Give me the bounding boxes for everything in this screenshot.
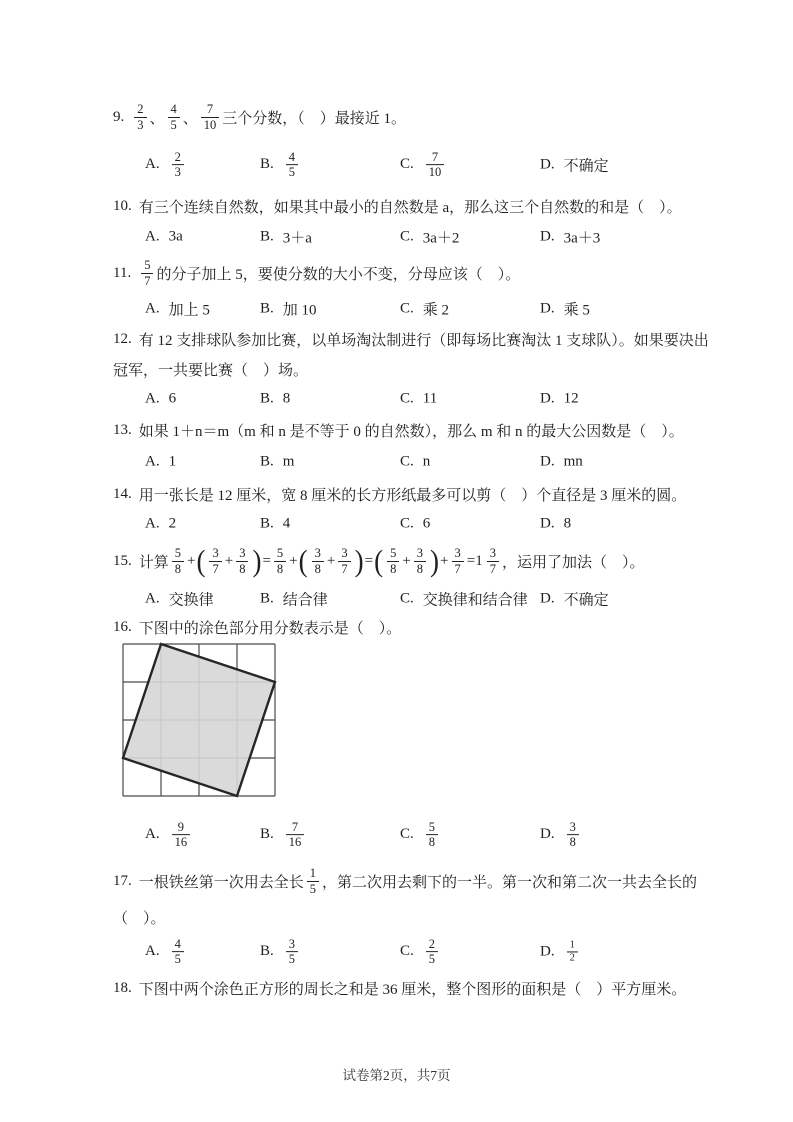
option-item-a <box>145 391 176 408</box>
mixed-number-whole: 1 <box>475 552 483 569</box>
fraction <box>307 866 319 896</box>
option-label: B. <box>260 228 274 245</box>
fraction-numerator: 5 <box>174 546 182 561</box>
text-run: m <box>282 453 295 470</box>
option-label: C. <box>400 228 414 245</box>
fraction-numerator: 3 <box>569 820 576 835</box>
fraction-denominator: 8 <box>426 835 438 850</box>
question-item-q15 <box>113 538 705 614</box>
option-label: C. <box>400 590 414 607</box>
question-number: 10. <box>113 197 132 214</box>
fraction <box>426 150 445 180</box>
fraction <box>168 102 180 132</box>
option-item-b <box>260 299 317 320</box>
text-run: 用一张长是 12 厘米，宽 8 厘米的长方形纸最多可以剪（ ）个直径是 3 厘米的圆。 <box>138 487 687 504</box>
question-stem-line <box>113 354 705 384</box>
fraction-denominator: 16 <box>286 835 305 850</box>
fraction-denominator: 5 <box>426 952 438 967</box>
question-stem-line <box>113 538 705 584</box>
text-run: （ ）。 <box>113 910 166 927</box>
option-label: B. <box>260 515 274 532</box>
fraction-denominator: 7 <box>209 561 221 576</box>
fraction <box>567 939 578 964</box>
question-stem-line <box>113 414 705 446</box>
option-label: C. <box>400 826 414 843</box>
option-label: C. <box>400 390 414 407</box>
question-item-q14 <box>113 478 705 538</box>
option-label: A. <box>145 228 160 245</box>
fraction-grid-figure <box>121 642 277 798</box>
exam-page-content <box>113 94 709 1003</box>
fraction-numerator: 5 <box>428 820 436 835</box>
big-paren: ( <box>298 543 308 578</box>
option-item-c <box>400 227 459 248</box>
fraction <box>141 258 153 288</box>
text-run: = <box>466 552 476 569</box>
fraction-numerator: 4 <box>288 150 296 165</box>
option-label: B. <box>260 826 274 843</box>
options-row <box>113 811 705 859</box>
text-run: + <box>187 552 196 569</box>
text-run: 如果 1＋n＝m（m 和 n 是不等于 0 的自然数），那么 m 和 n 的最大公因数是（ ）。 <box>138 423 684 440</box>
text-run: + <box>326 552 336 569</box>
question-stem-line <box>113 903 705 931</box>
fraction-denominator: 2 <box>567 952 578 965</box>
fraction <box>286 820 305 850</box>
question-number: 13. <box>113 421 132 438</box>
question-item-q12 <box>113 324 709 414</box>
fraction-denominator: 3 <box>134 117 146 132</box>
option-label: B. <box>260 300 274 317</box>
option-item-b <box>260 516 290 533</box>
question-stem-line <box>113 252 705 294</box>
fraction-numerator: 7 <box>291 820 299 835</box>
text-run: 不确定 <box>563 592 609 609</box>
text-run: 、 <box>149 110 165 127</box>
text-run: 11 <box>422 390 438 407</box>
option-item-d <box>540 299 590 320</box>
fraction-denominator: 8 <box>236 561 248 576</box>
big-paren: ( <box>196 543 206 578</box>
question-figure <box>121 642 705 803</box>
option-item-a <box>145 589 214 610</box>
mixed-number <box>475 546 502 576</box>
fraction-denominator: 5 <box>172 952 184 967</box>
question-stem-line <box>113 324 709 354</box>
option-label: A. <box>145 590 160 607</box>
text-run: 一根铁丝第一次用去全长 <box>138 874 304 891</box>
option-item-d <box>540 227 600 248</box>
option-label: A. <box>145 390 160 407</box>
option-item-b <box>260 937 301 967</box>
option-label: D. <box>540 590 555 607</box>
fraction <box>172 820 191 850</box>
text-run: 6 <box>168 390 177 407</box>
option-item-d <box>540 589 609 610</box>
text-run: 8 <box>563 515 572 532</box>
shaded-square-polygon <box>123 644 275 796</box>
options-row <box>113 931 705 973</box>
option-item-a <box>145 150 187 180</box>
option-label: B. <box>260 390 274 407</box>
fraction <box>426 937 438 967</box>
fraction <box>452 546 464 576</box>
fraction-numerator: 1 <box>309 866 317 881</box>
text-run: 不确定 <box>563 158 609 175</box>
question-item-q16 <box>113 614 705 859</box>
text-run: 下图中的涂色部分用分数表示是（ ）。 <box>138 620 402 637</box>
options-row <box>113 510 705 538</box>
option-label: A. <box>145 943 160 960</box>
text-run: ，第二次用去剩下的一半。第一次和第二次一共去全长的 <box>322 874 698 891</box>
big-paren: ( <box>374 543 384 578</box>
fraction-denominator: 8 <box>567 835 579 850</box>
fraction-numerator: 5 <box>276 546 284 561</box>
question-item-q17 <box>113 859 705 973</box>
text-run: ，运用了加法（ ）。 <box>501 554 645 571</box>
option-label: C. <box>400 156 414 173</box>
text-run: 加上 5 <box>168 302 210 319</box>
question-number: 9. <box>113 108 125 125</box>
fraction <box>201 102 220 132</box>
fraction-denominator: 8 <box>274 561 286 576</box>
text-run: 4 <box>282 515 291 532</box>
fraction-denominator: 7 <box>487 561 499 576</box>
question-stem-line <box>113 973 705 1003</box>
text-run: 结合律 <box>282 592 328 609</box>
option-item-c <box>400 820 441 850</box>
fraction <box>338 546 350 576</box>
text-run: + <box>440 552 449 569</box>
option-label: A. <box>145 515 160 532</box>
fraction-denominator: 7 <box>141 273 153 288</box>
option-item-d <box>540 155 609 176</box>
option-item-b <box>260 589 328 610</box>
fraction-numerator: 3 <box>341 546 348 561</box>
fraction-numerator: 2 <box>137 102 144 117</box>
question-number: 15. <box>113 552 132 569</box>
fraction-numerator: 5 <box>144 258 151 273</box>
fraction-denominator: 16 <box>172 835 191 850</box>
text-run: + <box>402 552 411 569</box>
fraction-numerator: 3 <box>288 937 296 952</box>
fraction-numerator: 2 <box>428 937 436 952</box>
option-label: C. <box>400 300 414 317</box>
option-item-c <box>400 299 449 320</box>
fraction-numerator: 5 <box>390 546 397 561</box>
fraction-denominator: 5 <box>307 881 319 896</box>
question-number: 12. <box>113 330 132 347</box>
text-run: 计算 <box>138 554 169 571</box>
text-run: + <box>289 552 298 569</box>
option-label: D. <box>540 156 555 173</box>
option-label: D. <box>540 453 555 470</box>
option-label: B. <box>260 943 274 960</box>
page-footer: 试卷第2页，共7页 <box>342 1068 451 1083</box>
fraction <box>286 937 298 967</box>
question-stem-line <box>113 859 705 903</box>
question-number: 18. <box>113 979 132 996</box>
text-run: 3a <box>168 228 183 245</box>
question-stem-line <box>113 190 705 222</box>
fraction <box>274 546 286 576</box>
option-item-c <box>400 516 430 533</box>
fraction-numerator: 3 <box>489 546 496 561</box>
question-number: 14. <box>113 485 132 502</box>
fraction <box>387 546 399 576</box>
option-item-c <box>400 454 430 471</box>
fraction <box>286 150 298 180</box>
options-row <box>113 384 705 414</box>
option-label: D. <box>540 826 555 843</box>
option-label: A. <box>145 826 160 843</box>
text-run: 下图中两个涂色正方形的周长之和是 36 厘米，整个图形的面积是（ ）平方厘米。 <box>138 981 687 998</box>
text-run: = <box>262 552 271 569</box>
options-row <box>113 446 705 478</box>
option-label: B. <box>260 156 274 173</box>
option-item-c <box>400 150 447 180</box>
fraction <box>172 937 184 967</box>
question-item-q9 <box>113 94 705 190</box>
text-run: 乘 2 <box>422 302 450 319</box>
option-label: C. <box>400 943 414 960</box>
option-label: D. <box>540 228 555 245</box>
option-label: C. <box>400 453 414 470</box>
fraction <box>426 820 438 850</box>
fraction-numerator: 7 <box>431 150 439 165</box>
fraction-denominator: 5 <box>286 165 298 180</box>
fraction-denominator: 8 <box>414 561 426 576</box>
option-label: A. <box>145 156 160 173</box>
fraction <box>172 150 184 180</box>
option-item-c <box>400 391 437 408</box>
option-label: B. <box>260 453 274 470</box>
option-item-d <box>540 820 582 850</box>
option-item-d <box>540 939 581 964</box>
text-run: 3a＋3 <box>563 230 601 247</box>
text-run: 3a＋2 <box>422 230 460 247</box>
fraction-denominator: 7 <box>338 561 350 576</box>
question-number: 16. <box>113 618 132 635</box>
option-item-d <box>540 391 579 408</box>
fraction <box>567 820 579 850</box>
fraction <box>134 102 146 132</box>
option-label: B. <box>260 590 274 607</box>
text-run: 3＋a <box>282 230 312 247</box>
text-run: 交换律 <box>168 592 214 609</box>
option-item-d <box>540 516 571 533</box>
text-run: + <box>224 552 234 569</box>
fraction-denominator: 3 <box>172 165 184 180</box>
fraction-denominator: 7 <box>452 561 464 576</box>
big-paren: ) <box>252 543 262 578</box>
fraction <box>209 546 221 576</box>
option-item-b <box>260 227 312 248</box>
fraction-numerator: 4 <box>170 102 177 117</box>
question-item-q13 <box>113 414 705 478</box>
text-run: 三个分数，（ ）最接近 1。 <box>222 110 407 127</box>
text-run: 有 12 支排球队参加比赛，以单场淘汰制进行（即每场比赛淘汰 1 支球队）。如果要决出 <box>138 332 709 349</box>
text-run: 交换律和结合律 <box>422 592 528 609</box>
fraction-numerator: 3 <box>416 546 424 561</box>
text-run: = <box>364 552 374 569</box>
text-run: 1 <box>168 453 177 470</box>
text-run: 6 <box>422 515 431 532</box>
option-item-b <box>260 150 301 180</box>
option-label: D. <box>540 943 555 960</box>
fraction <box>487 546 499 576</box>
fraction-denominator: 5 <box>168 117 180 132</box>
fraction-numerator: 3 <box>212 546 219 561</box>
option-item-a <box>145 937 187 967</box>
option-label: A. <box>145 453 160 470</box>
option-item-a <box>145 299 210 320</box>
big-paren: ) <box>430 543 440 578</box>
text-run: 加 10 <box>282 302 317 319</box>
fraction-numerator: 7 <box>206 102 214 117</box>
option-label: D. <box>540 515 555 532</box>
fraction-denominator: 8 <box>312 561 324 576</box>
question-stem-line <box>113 94 705 140</box>
fraction-numerator: 2 <box>174 150 181 165</box>
text-run: 冠军，一共要比赛（ ）场。 <box>113 362 309 379</box>
fraction <box>312 546 324 576</box>
question-item-q11 <box>113 252 705 324</box>
text-run: 12 <box>563 390 579 407</box>
option-item-d <box>540 454 583 471</box>
question-stem-line <box>113 478 705 510</box>
text-run: n <box>422 453 431 470</box>
fraction <box>236 546 248 576</box>
text-run: 、 <box>182 110 198 127</box>
fraction-numerator: 3 <box>314 546 321 561</box>
question-number: 11. <box>113 264 132 281</box>
question-stem-line <box>113 614 705 640</box>
fraction-numerator: 9 <box>177 820 184 835</box>
big-paren: ) <box>354 543 364 578</box>
options-row <box>113 222 705 252</box>
options-row <box>113 294 705 324</box>
question-item-q18 <box>113 973 705 1003</box>
question-number: 17. <box>113 872 132 889</box>
option-item-b <box>260 391 290 408</box>
options-row <box>113 584 705 614</box>
fraction-numerator: 3 <box>239 546 246 561</box>
option-item-c <box>400 937 441 967</box>
option-label: D. <box>540 300 555 317</box>
text-run: 2 <box>168 515 177 532</box>
fraction-numerator: 3 <box>454 546 461 561</box>
fraction-denominator: 8 <box>172 561 184 576</box>
text-run: mn <box>563 453 583 470</box>
fraction <box>172 546 184 576</box>
fraction-denominator: 10 <box>201 117 220 132</box>
option-item-b <box>260 454 294 471</box>
option-label: D. <box>540 390 555 407</box>
option-item-a <box>145 820 193 850</box>
option-item-a <box>145 229 183 246</box>
option-label: A. <box>145 300 160 317</box>
option-item-a <box>145 454 176 471</box>
fraction-numerator: 1 <box>569 939 575 951</box>
text-run: 乘 5 <box>563 302 590 319</box>
text-run: 8 <box>282 390 291 407</box>
option-item-a <box>145 516 176 533</box>
option-item-c <box>400 589 528 610</box>
text-run: 有三个连续自然数，如果其中最小的自然数是 a，那么这三个自然数的和是（ ）。 <box>138 199 682 216</box>
text-run: 的分子加上 5，要使分数的大小不变，分母应该（ ）。 <box>156 266 521 283</box>
option-label: C. <box>400 515 414 532</box>
fraction-denominator: 5 <box>286 952 298 967</box>
fraction-numerator: 4 <box>174 937 181 952</box>
fraction-denominator: 10 <box>426 165 445 180</box>
fraction-denominator: 8 <box>387 561 399 576</box>
option-item-b <box>260 820 307 850</box>
question-list <box>113 94 709 1003</box>
question-item-q10 <box>113 190 705 252</box>
options-row <box>113 140 705 190</box>
fraction <box>414 546 426 576</box>
